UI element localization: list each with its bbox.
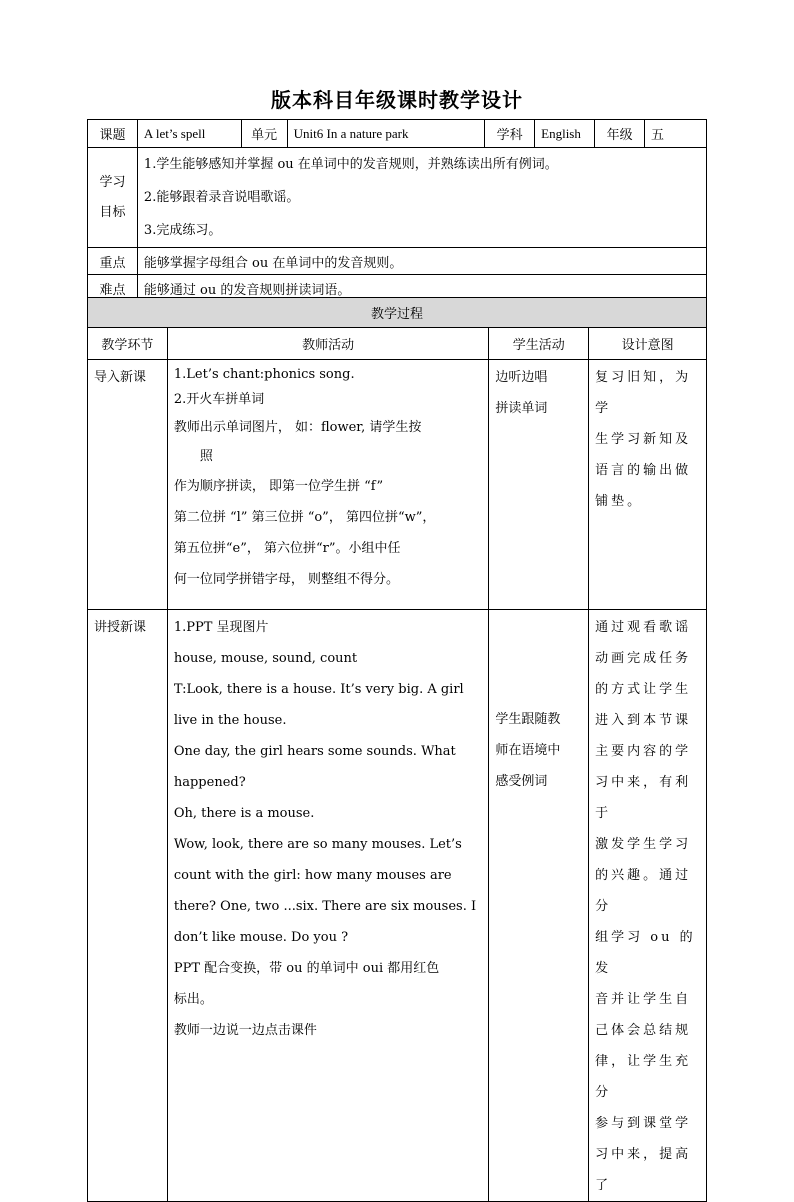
column-stage: 教学环节 — [88, 328, 168, 360]
teacher-activity — [167, 360, 488, 610]
process-header: 教学过程 — [88, 298, 707, 328]
topic-value: A let’s spell — [137, 120, 241, 148]
intent-line: 音并让学生自 — [595, 992, 692, 1007]
objectives-label — [88, 148, 138, 248]
design-intent — [589, 360, 707, 610]
teacher-line: 教师一边说一边点击课件 — [173, 1023, 317, 1038]
topic-label: 课题 — [88, 120, 138, 148]
column-teacher: 教师活动 — [167, 328, 488, 360]
stage-label: 导入新课 — [94, 370, 147, 385]
intent-line: 习中来，提高了 — [595, 1147, 692, 1193]
teacher-line: T:Look, there is a house. It’s very big. A girl — [173, 682, 464, 697]
teacher-line: Wow, look, there are so many mouses. Let’s — [173, 837, 462, 852]
key-point-row — [88, 248, 707, 275]
intent-line: 的方式让学生 — [595, 682, 692, 697]
teacher-activity — [167, 610, 488, 1202]
intent-line: 激发学生学习 — [595, 837, 692, 852]
teacher-line: 作为顺序拼读， 即第一位学生拼 “f” — [173, 479, 384, 494]
intent-line: 通过观看歌谣 — [595, 620, 692, 635]
stage-label: 讲授新课 — [94, 620, 147, 635]
student-line: 边听边唱 — [495, 370, 548, 385]
difficulty-text: 能够通过 ou 的发音规则拼读词语。 — [137, 275, 706, 303]
intent-line: 复习旧知，为学 — [595, 370, 692, 416]
intent-line: 律，让学生充分 — [595, 1054, 692, 1100]
teacher-line: 2.开火车拼单词 — [173, 392, 265, 407]
teacher-line: 第二位拼 “l” 第三位拼 “o”， 第四位拼“w”， — [173, 510, 436, 525]
student-activity — [489, 610, 589, 1202]
objective-item: 1.学生能够感知并掌握 ou 在单词中的发音规则，并熟练读出所有例词。 — [143, 157, 558, 172]
objective-item: 2.能够跟着录音说唱歌谣。 — [143, 190, 300, 205]
teacher-line: 第五位拼“e”， 第六位拼“r”。小组中任 — [173, 541, 401, 556]
objective-item: 3.完成练习。 — [143, 223, 222, 238]
teacher-line: don’t like mouse. Do you ? — [173, 930, 349, 945]
unit-value: Unit6 In a nature park — [287, 120, 485, 148]
teacher-line: Oh, there is a mouse. — [173, 806, 315, 821]
teacher-line: 1.PPT 呈现图片 — [173, 620, 269, 635]
page-title: 版本科目年级课时教学设计 — [271, 88, 523, 112]
teacher-line: live in the house. — [173, 713, 287, 728]
teacher-line: PPT 配合变换，带 ou 的单词中 oui 都用红色 — [173, 961, 440, 976]
teacher-line: 标出。 — [173, 992, 213, 1007]
stage-cell — [88, 360, 168, 610]
design-intent — [589, 610, 707, 1202]
teacher-line: One day, the girl hears some sounds. What — [173, 744, 456, 759]
teacher-line: 1.Let’s chant:phonics song. — [173, 367, 355, 382]
teacher-line: 何一位同学拼错字母， 则整组不得分。 — [173, 572, 399, 587]
objectives-row — [88, 148, 707, 248]
grade-label: 年级 — [595, 120, 645, 148]
student-line: 师在语境中 — [495, 743, 561, 758]
objectives-content — [137, 148, 706, 248]
teacher-line: count with the girl: how many mouses are — [173, 868, 452, 883]
intent-line: 的兴趣。通过分 — [595, 868, 692, 914]
process-header-row — [88, 298, 707, 328]
intent-line: 语言的输出做 — [595, 463, 692, 478]
difficulty-label: 难点 — [88, 275, 138, 303]
info-row — [88, 120, 707, 148]
teacher-line: happened? — [173, 775, 246, 790]
column-intent: 设计意图 — [589, 328, 707, 360]
process-row-new — [88, 610, 707, 1202]
objectives-label-line2: 目标 — [99, 204, 126, 220]
key-point-text: 能够掌握字母组合 ou 在单词中的发音规则。 — [137, 248, 706, 275]
student-activity — [489, 360, 589, 610]
key-point-label: 重点 — [88, 248, 138, 275]
teacher-line: house, mouse, sound, count — [173, 651, 358, 666]
info-table — [87, 119, 707, 303]
process-table — [87, 297, 707, 1202]
unit-label: 单元 — [241, 120, 287, 148]
intent-line: 生学习新知及 — [595, 432, 692, 447]
intent-line: 习中来，有利于 — [595, 775, 692, 821]
subject-value: English — [535, 120, 595, 148]
process-row-intro — [88, 360, 707, 610]
teacher-line: 教师出示单词图片， 如：flower, 请学生按 — [173, 420, 422, 435]
intent-line: 铺垫。 — [595, 494, 644, 509]
student-line: 学生跟随教 — [495, 712, 561, 727]
student-line: 感受例词 — [495, 774, 548, 789]
intent-line: 主要内容的学 — [595, 744, 692, 759]
subject-label: 学科 — [485, 120, 535, 148]
intent-line: 参与到课堂学 — [595, 1116, 692, 1131]
stage-cell — [88, 610, 168, 1202]
teacher-line: there? One, two ...six. There are six mouses. I — [173, 899, 477, 914]
objectives-label-line1: 学习 — [99, 174, 126, 190]
grade-value: 五 — [645, 120, 707, 148]
column-student: 学生活动 — [489, 328, 589, 360]
intent-line: 动画完成任务 — [595, 651, 692, 666]
intent-line: 进入到本节课 — [595, 713, 692, 728]
student-line: 拼读单词 — [495, 401, 548, 416]
teacher-line: 照 — [199, 449, 213, 464]
process-columns-row — [88, 328, 707, 360]
intent-line: 己体会总结规 — [595, 1023, 692, 1038]
intent-line: 组学习 ou 的发 — [595, 930, 696, 976]
